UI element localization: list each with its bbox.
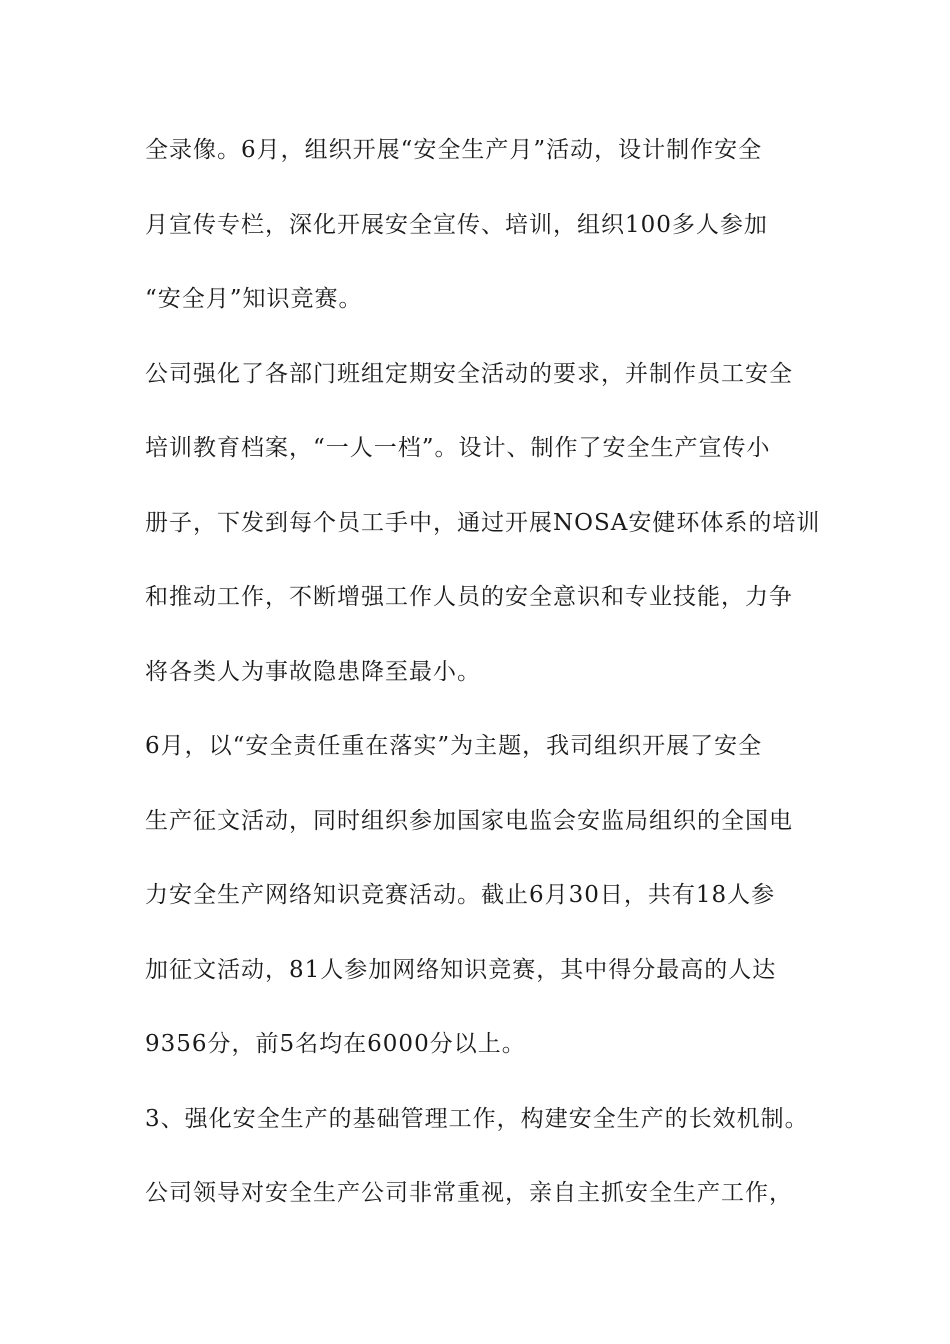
text-line: 和推动工作，不断增强工作人员的安全意识和专业技能，力争 bbox=[145, 584, 793, 610]
text-line: 公司领导对安全生产公司非常重视，亲自主抓安全生产工作， bbox=[145, 1180, 793, 1206]
text-line: 全录像。6月，组织开展“安全生产月”活动，设计制作安全 bbox=[145, 137, 763, 163]
text-line: 3、强化安全生产的基础管理工作，构建安全生产的长效机制。 bbox=[145, 1105, 809, 1132]
text-line: 公司强化了各部门班组定期安全活动的要求，并制作员工安全 bbox=[145, 360, 793, 387]
text-line: 力安全生产网络知识竞赛活动。截止6月30日，共有18人参 bbox=[145, 882, 776, 908]
text-line: 9356分，前5名均在6000分以上。 bbox=[145, 1031, 526, 1057]
text-line: “安全月”知识竞赛。 bbox=[145, 286, 363, 312]
text-line: 月宣传专栏，深化开展安全宣传、培训，组织100多人参加 bbox=[145, 211, 768, 238]
text-line: 加征文活动，81人参加网络知识竞赛，其中得分最高的人达 bbox=[145, 956, 777, 983]
text-line: 6月，以“安全责任重在落实”为主题，我司组织开展了安全 bbox=[145, 733, 763, 759]
text-line: 将各类人为事故隐患降至最小。 bbox=[145, 658, 481, 685]
text-line: 培训教育档案，“一人一档”。设计、制作了安全生产宣传小 bbox=[145, 435, 771, 461]
text-line: 册子，下发到每个员工手中，通过开展NOSA安健环体系的培训 bbox=[145, 509, 821, 536]
document-body bbox=[145, 130, 821, 1248]
text-line: 生产征文活动，同时组织参加国家电监会安监局组织的全国电 bbox=[145, 807, 793, 834]
